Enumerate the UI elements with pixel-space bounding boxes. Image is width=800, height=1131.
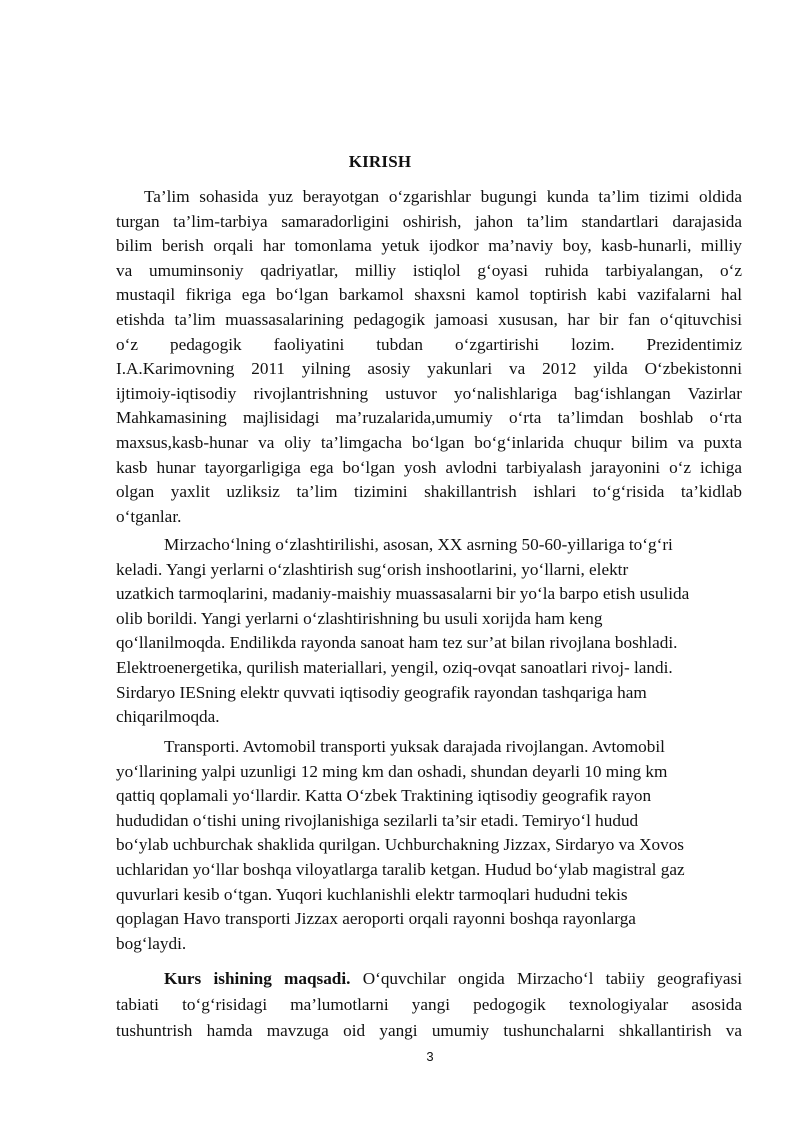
paragraph-line: qattiq qoplamali yo‘llardir. Katta O‘zbek Traktining iqtisodiy geografik rayon [116, 786, 652, 806]
paragraph-line: yo‘llarining yalpi uzunligi 12 ming km dan oshadi, shundan deyarli 10 ming km [116, 761, 668, 781]
paragraph-line: etishda ta’lim muassasalarining pedagogik jamoasi xususan, har bir fan o‘qituvchisi [116, 309, 742, 329]
paragraph-line: ijtimoiy-iqtisodiy rivojlantrishning ustuvor yo‘nalishlariga bag‘ishlangan Vazirlar [116, 383, 742, 403]
paragraph-line: tabiati to‘g‘risidagi ma’lumotlarni yangi pedogogik texnologiyalar asosida [116, 995, 742, 1014]
paragraph-line: kasb hunar tayorgarligiga ega bo‘lgan yosh avlodni tarbiyalash jarayonini o‘z ichiga [116, 457, 742, 477]
paragraph-line: o‘z pedagogik faoliyatini tubdan o‘zgartirishi lozim. Prezidentimiz [116, 334, 742, 354]
paragraph-line: bog‘laydi. [116, 933, 187, 953]
paragraph-line [116, 966, 742, 992]
paragraph-line: o‘tganlar. [116, 506, 182, 526]
transport-paragraph [116, 735, 742, 956]
paragraph-line: qoplagan Havo transporti Jizzax aeroporti orqali rayonni boshqa rayonlarga [116, 909, 636, 929]
paragraph-line: I.A.Karimovning 2011 yilning asosiy yakunlari va 2012 yilda O‘zbekistonni [116, 359, 742, 379]
paragraph-line: maxsus,kasb-hunar va oliy ta’limgacha bo‘lgan bo‘g‘inlarida chuqur bilim va puxta [116, 432, 742, 452]
intro-paragraph [116, 185, 742, 529]
course-goal-text: O‘quvchilar ongida Mirzacho‘l tabiiy geografiyasi [350, 969, 742, 988]
paragraph-line: Elektroenergetika, qurilish materiallari, yengil, oziq-ovqat sanoatlari rivoj- landi. [116, 657, 673, 677]
paragraph-line: Mirzacho‘lning o‘zlashtirilishi, asosan, XX asrning 50-60-yillariga to‘g‘ri [164, 535, 673, 554]
paragraph-line: Transporti. Avtomobil transporti yuksak darajada rivojlangan. Avtomobil [164, 737, 665, 756]
paragraph-line: va umuminsoniy qadriyatlar, milliy istiqlol g‘oyasi ruhida tarbiyalangan, o‘z [116, 260, 742, 280]
paragraph-line: Ta’lim sohasida yuz berayotgan o‘zgarishlar bugungi kunda ta’lim tizimi oldida [144, 187, 742, 206]
paragraph-line: tushuntrish hamda mavzuga oid yangi umumiy tushunchalarni shkallantirish va [116, 1021, 742, 1040]
page-number: 3 [426, 1049, 434, 1064]
paragraph-line: bilim berish orqali har tomonlama yetuk ijodkor ma’naviy boy, kasb-hunarli, milliy [116, 236, 742, 256]
development-paragraph [116, 533, 742, 730]
course-goal-paragraph [116, 966, 742, 1044]
paragraph-line: hududidan o‘tishi uning rivojlanishiga sezilarli ta’sir etadi. Temiryo‘l hudud [116, 810, 639, 830]
paragraph-line: uchlaridan yo‘llar boshqa viloyatlarga taralib ketgan. Hudud bo‘ylab magistral gaz [116, 859, 685, 879]
paragraph-line: quvurlari kesib o‘tgan. Yuqori kuchlanishli elektr tarmoqlari hududni tekis [116, 884, 628, 904]
paragraph-line: qo‘llanilmoqda. Endilikda rayonda sanoat ham tez sur’at bilan rivojlana boshladi. [116, 633, 678, 653]
paragraph-line: turgan ta’lim-tarbiya samaradorligini oshirish, jahon ta’lim standartlari darajasida [116, 211, 742, 231]
paragraph-line: mustaqil fikriga ega bo‘lgan barkamol shaxsni kamol toptirish kabi vazifalarni hal [116, 285, 742, 305]
paragraph-line: keladi. Yangi yerlarni o‘zlashtirish sug‘orish inshootlarini, yo‘llarni, elektr [116, 559, 629, 579]
paragraph-line: olib borildi. Yangi yerlarni o‘zlashtirishning bu usuli xorijda ham keng [116, 608, 603, 628]
course-goal-lead: Kurs ishining maqsadi. [164, 969, 351, 988]
paragraph-line: Mahkamasining majlisidagi ma’ruzalarida,umumiy o‘rta ta’limdan boshlab o‘rta [116, 408, 742, 428]
paragraph-line: chiqarilmoqda. [116, 707, 220, 727]
paragraph-line: olgan yaxlit uzliksiz ta’lim tizimini shakillantrish ishlari to‘g‘risida ta’kidlab [116, 482, 742, 502]
section-title: KIRISH [348, 152, 412, 171]
paragraph-line: Sirdaryo IESning elektr quvvati iqtisodiy geografik rayondan tashqariga ham [116, 682, 647, 702]
paragraph-line: bo‘ylab uchburchak shaklida qurilgan. Uchburchakning Jizzax, Sirdaryo va Xovos [116, 835, 684, 855]
paragraph-line: uzatkich tarmoqlarini, madaniy-maishiy muassasalarni bir yo‘la barpo etish usulida [116, 584, 690, 604]
